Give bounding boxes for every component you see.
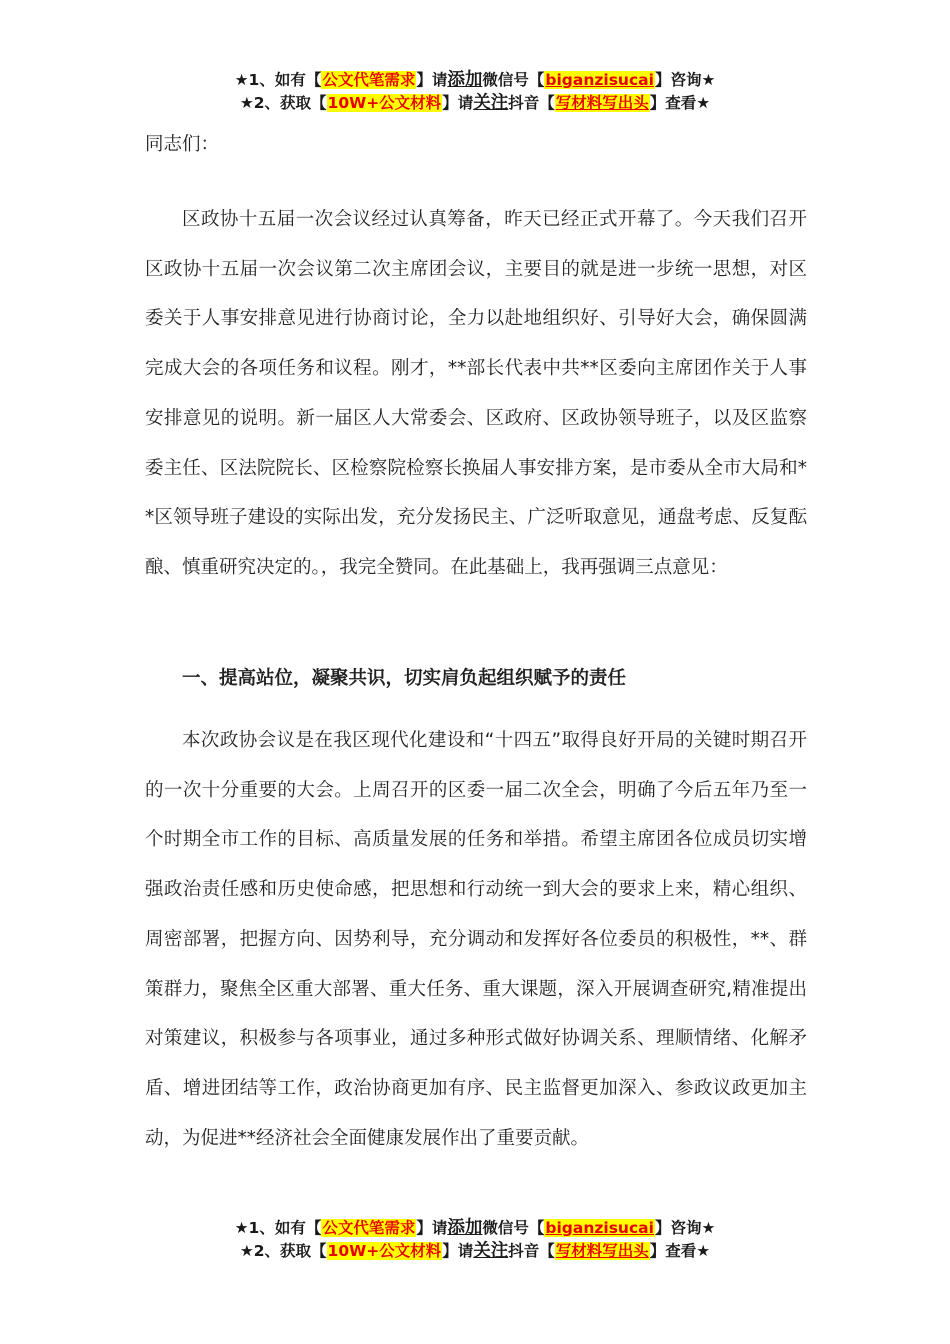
highlight-douyin-id: 写材料写出头 (555, 1242, 649, 1260)
highlight-douyin-id: 写材料写出头 (555, 94, 649, 112)
banner-text: 】请 (442, 1242, 474, 1260)
highlight-service: 公文代笔需求 (322, 71, 416, 89)
bottom-banner (0, 1217, 950, 1263)
highlight-service: 公文代笔需求 (322, 1219, 416, 1237)
banner-text: 微信号【 (482, 1219, 545, 1237)
banner-text: 抖音【 (508, 94, 555, 112)
underlined-action: 关注 (473, 1241, 509, 1261)
banner-line-2 (0, 1240, 950, 1263)
paragraph-1-block (145, 195, 807, 593)
banner-text: ★2、获取【 (239, 94, 327, 112)
salutation: 同志们： (145, 134, 220, 155)
paragraph-1: 区政协十五届一次会议经过认真筹备，昨天已经正式开幕了。今天我们召开区政协十五届一次会议第二次主席团会议，主要目的就是进一步统一思想，对区委关于人事安排意见进行协商讨论，全力以赴地组织好、引导好大会，确保圆满完成大会的各项任务和议程。刚才，**部长代表中共**区委向主席团作关于人事安排意见的说明。新一届区人大常委会、区政府、区政协领导班子，以及区监察委主任、区法院院长、区检察院检察长换届人事安排方案，是市委从全市大局和**区领导班子建设的实际出发，充分发扬民主、广泛听取意见，通盘考虑、反复酝酿、慎重研究决定的。，我完全赞同。在此基础上，我再强调三点意见： (145, 209, 807, 578)
banner-text: ★1、如有【 (234, 1219, 322, 1237)
highlight-wechat-id: biganzisucai (545, 1219, 654, 1237)
banner-text: 】请 (442, 94, 474, 112)
banner-text: 】咨询★ (654, 71, 716, 89)
banner-line-1 (0, 1217, 950, 1240)
banner-line-1 (0, 69, 950, 92)
banner-line-2 (0, 92, 950, 115)
underlined-action: 添加 (447, 70, 483, 90)
banner-text: 微信号【 (482, 71, 545, 89)
underlined-action: 添加 (447, 1218, 483, 1238)
banner-text: ★1、如有【 (234, 71, 322, 89)
highlight-materials: 10W+公文材料 (327, 1242, 442, 1260)
paragraph-2-block (145, 716, 807, 1163)
banner-text: 抖音【 (508, 1242, 555, 1260)
banner-text: 】请 (416, 1219, 448, 1237)
banner-text: 】咨询★ (654, 1219, 716, 1237)
banner-text: 】查看★ (649, 94, 711, 112)
banner-text: 】请 (416, 71, 448, 89)
paragraph-2: 本次政协会议是在我区现代化建设和“十四五”取得良好开局的关键时期召开的一次十分重要的大会。上周召开的区委一届二次全会，明确了今后五年乃至一个时期全市工作的目标、高质量发展的任务和举措。希望主席团各位成员切实增强政治责任感和历史使命感，把思想和行动统一到大会的要求上来，精心组织、周密部署，把握方向、因势利导，充分调动和发挥好各位委员的积极性，**、群策群力，聚焦全区重大部署、重大任务、重大课题，深入开展调查研究,精准提出对策建议，积极参与各项事业，通过多种形式做好协调关系、理顺情绪、化解矛盾、增进团结等工作，政治协商更加有序、民主监督更加深入、参政议政更加主动，为促进**经济社会全面健康发展作出了重要贡献。 (145, 730, 807, 1149)
section-heading-1: 一、提高站位，凝聚共识，切实肩负起组织赋予的责任 (182, 668, 627, 689)
underlined-action: 关注 (473, 93, 509, 113)
top-banner (0, 69, 950, 115)
highlight-materials: 10W+公文材料 (327, 94, 442, 112)
highlight-wechat-id: biganzisucai (545, 71, 654, 89)
banner-text: 】查看★ (649, 1242, 711, 1260)
banner-text: ★2、获取【 (239, 1242, 327, 1260)
